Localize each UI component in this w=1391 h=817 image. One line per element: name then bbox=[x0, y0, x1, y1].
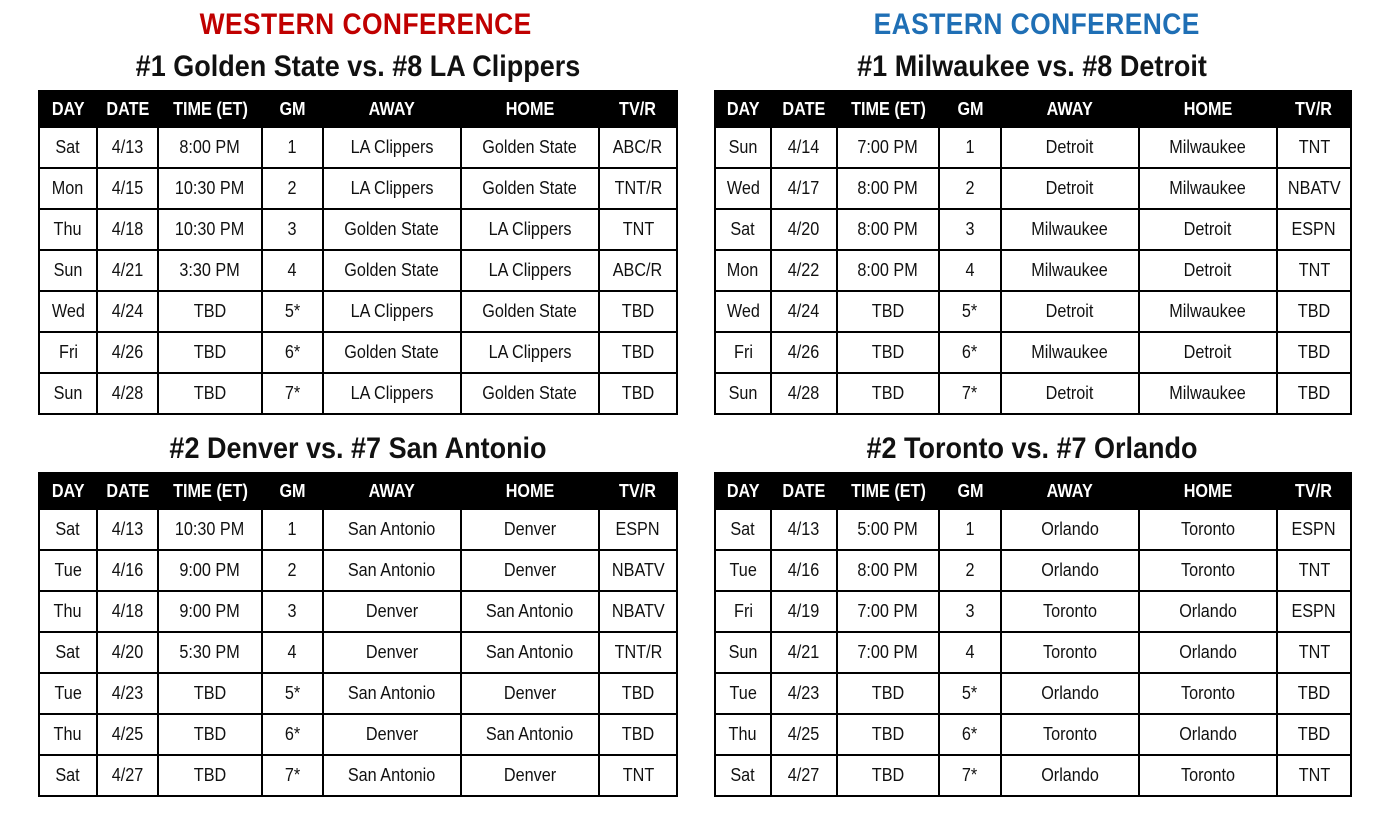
cell-time: 10:30 PM bbox=[158, 209, 262, 250]
header-row bbox=[715, 91, 1351, 127]
cell-time: TBD bbox=[837, 673, 939, 714]
cell-game: 2 bbox=[262, 168, 323, 209]
cell-home: Detroit bbox=[1139, 332, 1277, 373]
cell-day: Sat bbox=[715, 209, 771, 250]
column-header-date: DATE bbox=[771, 91, 837, 127]
cell-date: 4/22 bbox=[771, 250, 837, 291]
cell-time: 5:30 PM bbox=[158, 632, 262, 673]
header-row bbox=[39, 473, 677, 509]
table-row bbox=[715, 755, 1351, 796]
cell-day: Sat bbox=[39, 755, 97, 796]
cell-away: Milwaukee bbox=[1001, 332, 1139, 373]
table-row bbox=[715, 509, 1351, 550]
cell-tv: TBD bbox=[599, 332, 677, 373]
cell-home: LA Clippers bbox=[461, 250, 599, 291]
cell-game: 7* bbox=[262, 373, 323, 414]
cell-time: TBD bbox=[158, 332, 262, 373]
cell-game: 1 bbox=[939, 127, 1001, 168]
cell-game: 2 bbox=[939, 168, 1001, 209]
table-row bbox=[39, 127, 677, 168]
cell-time: 3:30 PM bbox=[158, 250, 262, 291]
column-header-time: TIME (ET) bbox=[158, 91, 262, 127]
cell-day: Sat bbox=[715, 755, 771, 796]
cell-home: Toronto bbox=[1139, 673, 1277, 714]
cell-date: 4/28 bbox=[771, 373, 837, 414]
column-header-time: TIME (ET) bbox=[158, 473, 262, 509]
cell-date: 4/20 bbox=[771, 209, 837, 250]
cell-time: TBD bbox=[158, 291, 262, 332]
cell-date: 4/27 bbox=[771, 755, 837, 796]
cell-home: San Antonio bbox=[461, 632, 599, 673]
cell-home: Milwaukee bbox=[1139, 373, 1277, 414]
column-header-game: GM bbox=[262, 473, 323, 509]
cell-home: Toronto bbox=[1139, 509, 1277, 550]
cell-away: San Antonio bbox=[323, 755, 461, 796]
table-row bbox=[715, 168, 1351, 209]
table-row bbox=[39, 550, 677, 591]
table-row bbox=[715, 127, 1351, 168]
cell-home: Golden State bbox=[461, 168, 599, 209]
cell-tv: TBD bbox=[1277, 332, 1351, 373]
cell-away: Orlando bbox=[1001, 550, 1139, 591]
cell-home: San Antonio bbox=[461, 714, 599, 755]
cell-home: Toronto bbox=[1139, 550, 1277, 591]
cell-away: Toronto bbox=[1001, 632, 1139, 673]
cell-date: 4/28 bbox=[97, 373, 158, 414]
cell-home: Orlando bbox=[1139, 591, 1277, 632]
cell-tv: TBD bbox=[599, 673, 677, 714]
column-header-tv: TV/R bbox=[599, 473, 677, 509]
cell-tv: TBD bbox=[1277, 291, 1351, 332]
cell-tv: TNT bbox=[1277, 632, 1351, 673]
cell-game: 5* bbox=[939, 673, 1001, 714]
cell-game: 6* bbox=[939, 332, 1001, 373]
cell-day: Fri bbox=[715, 332, 771, 373]
column-header-game: GM bbox=[939, 473, 1001, 509]
cell-away: San Antonio bbox=[323, 509, 461, 550]
cell-date: 4/17 bbox=[771, 168, 837, 209]
table-row bbox=[39, 291, 677, 332]
cell-time: TBD bbox=[837, 291, 939, 332]
cell-away: Orlando bbox=[1001, 755, 1139, 796]
matchup-title-west-1: #1 Golden State vs. #8 LA Clippers bbox=[135, 50, 581, 83]
cell-home: Detroit bbox=[1139, 250, 1277, 291]
column-header-date: DATE bbox=[771, 473, 837, 509]
cell-home: Denver bbox=[461, 509, 599, 550]
cell-date: 4/21 bbox=[771, 632, 837, 673]
cell-time: TBD bbox=[158, 714, 262, 755]
table-row bbox=[39, 591, 677, 632]
cell-time: 8:00 PM bbox=[158, 127, 262, 168]
cell-date: 4/16 bbox=[771, 550, 837, 591]
cell-away: Milwaukee bbox=[1001, 209, 1139, 250]
cell-time: 10:30 PM bbox=[158, 168, 262, 209]
column-header-home: HOME bbox=[1139, 91, 1277, 127]
schedule-table-east-1 bbox=[714, 90, 1352, 415]
cell-date: 4/19 bbox=[771, 591, 837, 632]
cell-tv: ESPN bbox=[1277, 209, 1351, 250]
cell-day: Tue bbox=[715, 673, 771, 714]
cell-time: 7:00 PM bbox=[837, 591, 939, 632]
cell-home: LA Clippers bbox=[461, 209, 599, 250]
column-header-home: HOME bbox=[1139, 473, 1277, 509]
cell-day: Mon bbox=[39, 168, 97, 209]
cell-home: Orlando bbox=[1139, 714, 1277, 755]
cell-date: 4/23 bbox=[771, 673, 837, 714]
column-header-day: DAY bbox=[715, 91, 771, 127]
cell-date: 4/27 bbox=[97, 755, 158, 796]
cell-away: Toronto bbox=[1001, 714, 1139, 755]
cell-game: 3 bbox=[939, 209, 1001, 250]
matchup-title-east-1: #1 Milwaukee vs. #8 Detroit bbox=[857, 50, 1207, 83]
column-header-time: TIME (ET) bbox=[837, 91, 939, 127]
header-row bbox=[715, 473, 1351, 509]
cell-tv: ABC/R bbox=[599, 127, 677, 168]
western-conference-title: WESTERN CONFERENCE bbox=[199, 8, 532, 41]
column-header-tv: TV/R bbox=[1277, 473, 1351, 509]
cell-away: Denver bbox=[323, 714, 461, 755]
column-header-day: DAY bbox=[39, 91, 97, 127]
cell-tv: TNT bbox=[1277, 755, 1351, 796]
cell-game: 6* bbox=[939, 714, 1001, 755]
cell-tv: NBATV bbox=[599, 550, 677, 591]
cell-home: Denver bbox=[461, 755, 599, 796]
cell-day: Sun bbox=[39, 373, 97, 414]
cell-day: Tue bbox=[39, 550, 97, 591]
cell-away: Orlando bbox=[1001, 673, 1139, 714]
cell-away: Detroit bbox=[1001, 373, 1139, 414]
cell-day: Thu bbox=[39, 209, 97, 250]
table-row bbox=[39, 673, 677, 714]
cell-date: 4/21 bbox=[97, 250, 158, 291]
cell-date: 4/18 bbox=[97, 209, 158, 250]
cell-game: 2 bbox=[939, 550, 1001, 591]
cell-day: Sun bbox=[715, 373, 771, 414]
cell-game: 6* bbox=[262, 714, 323, 755]
cell-home: Denver bbox=[461, 673, 599, 714]
table-row bbox=[39, 250, 677, 291]
cell-day: Thu bbox=[39, 591, 97, 632]
cell-away: Milwaukee bbox=[1001, 250, 1139, 291]
cell-day: Wed bbox=[715, 168, 771, 209]
table-row bbox=[39, 714, 677, 755]
cell-day: Fri bbox=[39, 332, 97, 373]
cell-time: 7:00 PM bbox=[837, 632, 939, 673]
cell-game: 3 bbox=[939, 591, 1001, 632]
cell-time: 7:00 PM bbox=[837, 127, 939, 168]
cell-day: Sun bbox=[39, 250, 97, 291]
cell-home: Milwaukee bbox=[1139, 168, 1277, 209]
cell-away: Denver bbox=[323, 591, 461, 632]
cell-home: Orlando bbox=[1139, 632, 1277, 673]
table-row bbox=[715, 632, 1351, 673]
cell-away: LA Clippers bbox=[323, 373, 461, 414]
cell-away: LA Clippers bbox=[323, 291, 461, 332]
cell-date: 4/13 bbox=[97, 509, 158, 550]
table-row bbox=[715, 591, 1351, 632]
column-header-day: DAY bbox=[39, 473, 97, 509]
cell-day: Thu bbox=[715, 714, 771, 755]
cell-away: Golden State bbox=[323, 209, 461, 250]
cell-date: 4/26 bbox=[97, 332, 158, 373]
table-row bbox=[39, 332, 677, 373]
cell-game: 3 bbox=[262, 209, 323, 250]
cell-away: Golden State bbox=[323, 332, 461, 373]
column-header-away: AWAY bbox=[1001, 473, 1139, 509]
column-header-away: AWAY bbox=[1001, 91, 1139, 127]
cell-away: LA Clippers bbox=[323, 168, 461, 209]
column-header-game: GM bbox=[939, 91, 1001, 127]
cell-tv: TNT bbox=[1277, 550, 1351, 591]
cell-day: Thu bbox=[39, 714, 97, 755]
cell-game: 3 bbox=[262, 591, 323, 632]
cell-home: Golden State bbox=[461, 291, 599, 332]
cell-away: Toronto bbox=[1001, 591, 1139, 632]
table-row bbox=[715, 550, 1351, 591]
cell-game: 7* bbox=[939, 373, 1001, 414]
cell-game: 4 bbox=[262, 250, 323, 291]
cell-time: TBD bbox=[837, 714, 939, 755]
eastern-conference-title: EASTERN CONFERENCE bbox=[873, 8, 1200, 41]
cell-time: TBD bbox=[837, 373, 939, 414]
table-row bbox=[39, 755, 677, 796]
cell-date: 4/16 bbox=[97, 550, 158, 591]
matchup-title-east-2: #2 Toronto vs. #7 Orlando bbox=[866, 432, 1198, 465]
table-row bbox=[715, 291, 1351, 332]
cell-day: Sun bbox=[715, 127, 771, 168]
cell-day: Wed bbox=[715, 291, 771, 332]
matchup-title-west-2: #2 Denver vs. #7 San Antonio bbox=[169, 432, 547, 465]
table-row bbox=[39, 509, 677, 550]
cell-tv: TBD bbox=[599, 714, 677, 755]
cell-time: 8:00 PM bbox=[837, 209, 939, 250]
cell-tv: ESPN bbox=[1277, 509, 1351, 550]
cell-day: Wed bbox=[39, 291, 97, 332]
cell-time: 8:00 PM bbox=[837, 550, 939, 591]
cell-home: Golden State bbox=[461, 127, 599, 168]
cell-home: Milwaukee bbox=[1139, 291, 1277, 332]
cell-time: 5:00 PM bbox=[837, 509, 939, 550]
cell-date: 4/24 bbox=[771, 291, 837, 332]
cell-time: 8:00 PM bbox=[837, 250, 939, 291]
cell-time: 8:00 PM bbox=[837, 168, 939, 209]
table-row bbox=[715, 209, 1351, 250]
cell-game: 4 bbox=[939, 250, 1001, 291]
cell-time: TBD bbox=[837, 755, 939, 796]
cell-tv: ESPN bbox=[1277, 591, 1351, 632]
column-header-date: DATE bbox=[97, 91, 158, 127]
cell-day: Tue bbox=[39, 673, 97, 714]
cell-day: Tue bbox=[715, 550, 771, 591]
cell-date: 4/15 bbox=[97, 168, 158, 209]
cell-game: 4 bbox=[262, 632, 323, 673]
cell-tv: TBD bbox=[1277, 373, 1351, 414]
cell-away: Detroit bbox=[1001, 168, 1139, 209]
cell-home: Denver bbox=[461, 550, 599, 591]
cell-game: 7* bbox=[939, 755, 1001, 796]
cell-game: 5* bbox=[939, 291, 1001, 332]
cell-time: TBD bbox=[837, 332, 939, 373]
cell-home: Golden State bbox=[461, 373, 599, 414]
cell-time: 9:00 PM bbox=[158, 591, 262, 632]
cell-time: 10:30 PM bbox=[158, 509, 262, 550]
cell-date: 4/20 bbox=[97, 632, 158, 673]
table-row bbox=[39, 632, 677, 673]
cell-date: 4/23 bbox=[97, 673, 158, 714]
cell-tv: NBATV bbox=[599, 591, 677, 632]
cell-away: Denver bbox=[323, 632, 461, 673]
cell-game: 1 bbox=[262, 127, 323, 168]
table-row bbox=[39, 373, 677, 414]
column-header-tv: TV/R bbox=[1277, 91, 1351, 127]
column-header-day: DAY bbox=[715, 473, 771, 509]
cell-tv: TNT bbox=[599, 755, 677, 796]
cell-tv: NBATV bbox=[1277, 168, 1351, 209]
column-header-game: GM bbox=[262, 91, 323, 127]
cell-game: 5* bbox=[262, 673, 323, 714]
cell-tv: TBD bbox=[1277, 714, 1351, 755]
cell-home: Toronto bbox=[1139, 755, 1277, 796]
cell-day: Fri bbox=[715, 591, 771, 632]
cell-time: TBD bbox=[158, 373, 262, 414]
cell-away: San Antonio bbox=[323, 550, 461, 591]
cell-day: Mon bbox=[715, 250, 771, 291]
cell-day: Sat bbox=[39, 632, 97, 673]
cell-date: 4/14 bbox=[771, 127, 837, 168]
cell-date: 4/25 bbox=[771, 714, 837, 755]
cell-date: 4/13 bbox=[771, 509, 837, 550]
column-header-away: AWAY bbox=[323, 473, 461, 509]
cell-day: Sat bbox=[39, 509, 97, 550]
cell-home: LA Clippers bbox=[461, 332, 599, 373]
cell-away: Golden State bbox=[323, 250, 461, 291]
cell-home: San Antonio bbox=[461, 591, 599, 632]
table-row bbox=[715, 373, 1351, 414]
header-row bbox=[39, 91, 677, 127]
column-header-time: TIME (ET) bbox=[837, 473, 939, 509]
cell-tv: TNT bbox=[1277, 127, 1351, 168]
cell-date: 4/24 bbox=[97, 291, 158, 332]
cell-tv: TNT/R bbox=[599, 168, 677, 209]
column-header-away: AWAY bbox=[323, 91, 461, 127]
cell-tv: ABC/R bbox=[599, 250, 677, 291]
cell-away: San Antonio bbox=[323, 673, 461, 714]
schedule-table-west-1 bbox=[38, 90, 678, 415]
cell-tv: TBD bbox=[599, 291, 677, 332]
cell-day: Sat bbox=[715, 509, 771, 550]
cell-tv: ESPN bbox=[599, 509, 677, 550]
cell-game: 5* bbox=[262, 291, 323, 332]
cell-time: TBD bbox=[158, 673, 262, 714]
schedule-table-west-2 bbox=[38, 472, 678, 797]
cell-game: 1 bbox=[939, 509, 1001, 550]
cell-time: 9:00 PM bbox=[158, 550, 262, 591]
cell-time: TBD bbox=[158, 755, 262, 796]
cell-tv: TNT bbox=[599, 209, 677, 250]
cell-tv: TNT bbox=[1277, 250, 1351, 291]
cell-tv: TNT/R bbox=[599, 632, 677, 673]
cell-game: 6* bbox=[262, 332, 323, 373]
cell-date: 4/18 bbox=[97, 591, 158, 632]
column-header-home: HOME bbox=[461, 91, 599, 127]
cell-game: 1 bbox=[262, 509, 323, 550]
cell-away: Detroit bbox=[1001, 127, 1139, 168]
table-row bbox=[715, 250, 1351, 291]
cell-away: LA Clippers bbox=[323, 127, 461, 168]
cell-game: 7* bbox=[262, 755, 323, 796]
table-row bbox=[39, 168, 677, 209]
cell-home: Detroit bbox=[1139, 209, 1277, 250]
column-header-date: DATE bbox=[97, 473, 158, 509]
cell-tv: TBD bbox=[1277, 673, 1351, 714]
cell-date: 4/25 bbox=[97, 714, 158, 755]
table-row bbox=[715, 332, 1351, 373]
cell-away: Orlando bbox=[1001, 509, 1139, 550]
table-row bbox=[715, 673, 1351, 714]
cell-away: Detroit bbox=[1001, 291, 1139, 332]
cell-game: 4 bbox=[939, 632, 1001, 673]
column-header-home: HOME bbox=[461, 473, 599, 509]
cell-game: 2 bbox=[262, 550, 323, 591]
cell-tv: TBD bbox=[599, 373, 677, 414]
cell-home: Milwaukee bbox=[1139, 127, 1277, 168]
schedule-table-east-2 bbox=[714, 472, 1352, 797]
cell-date: 4/13 bbox=[97, 127, 158, 168]
table-row bbox=[715, 714, 1351, 755]
cell-date: 4/26 bbox=[771, 332, 837, 373]
column-header-tv: TV/R bbox=[599, 91, 677, 127]
table-row bbox=[39, 209, 677, 250]
cell-day: Sun bbox=[715, 632, 771, 673]
cell-day: Sat bbox=[39, 127, 97, 168]
